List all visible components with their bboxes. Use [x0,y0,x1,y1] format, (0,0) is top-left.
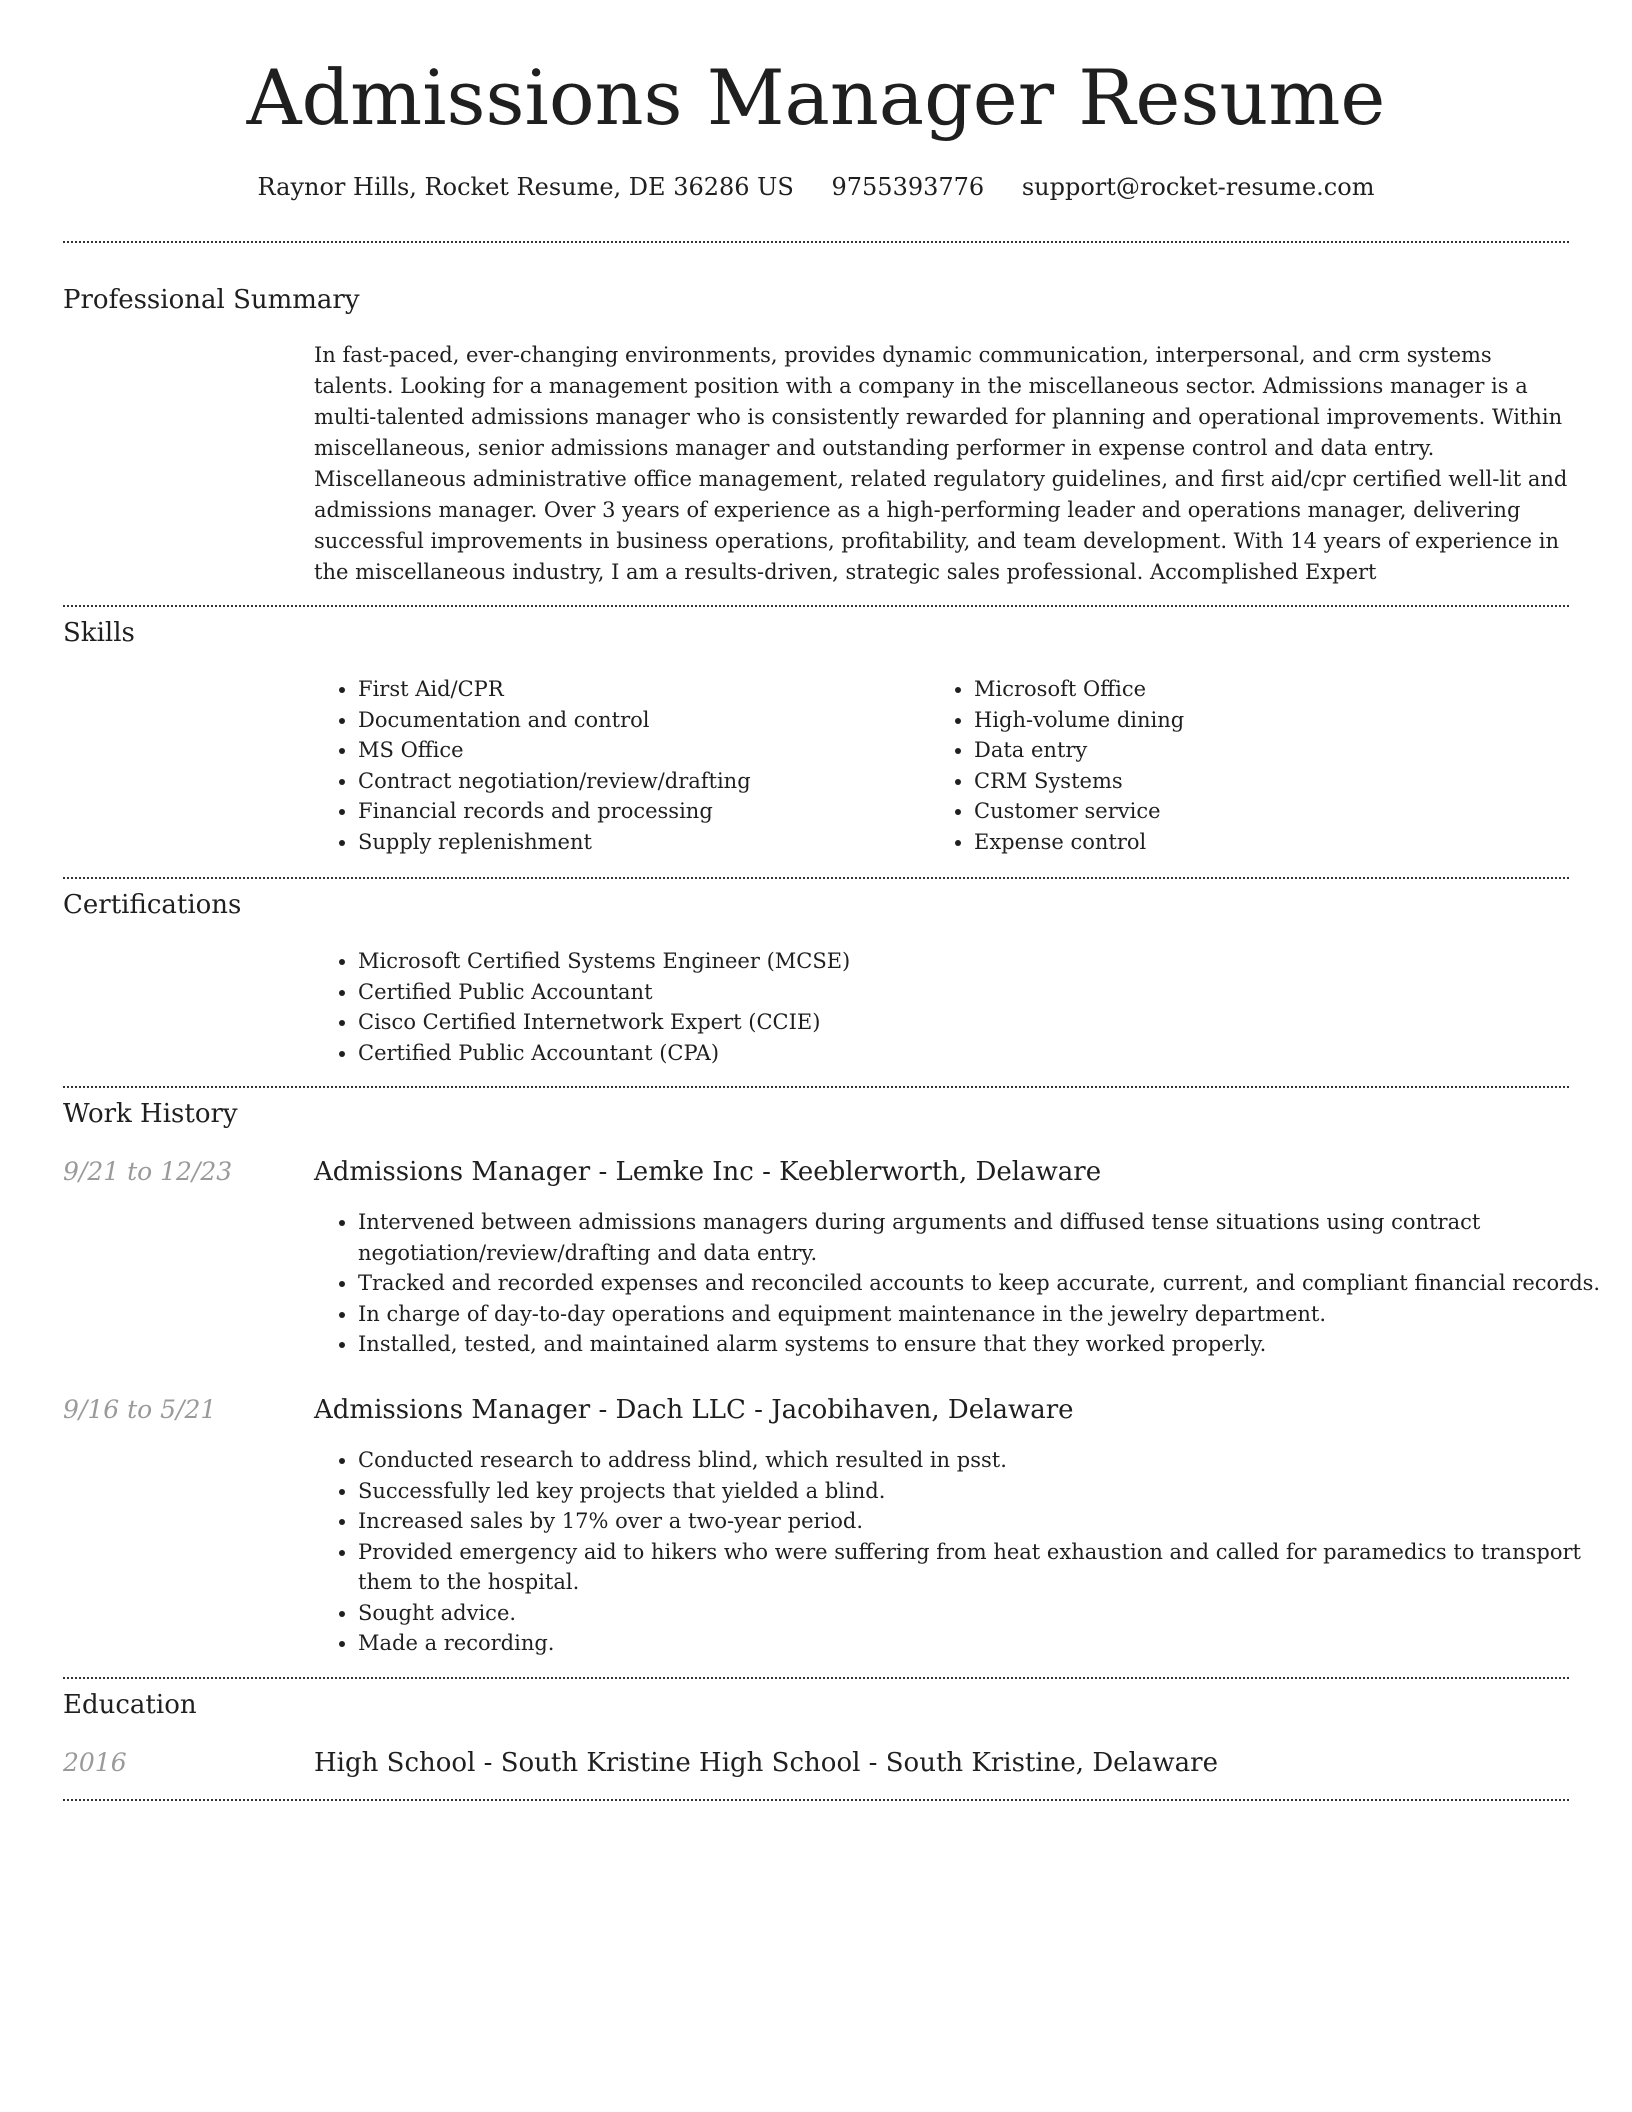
job-bullet: • Conducted research to address blind, which resulted in psst. [358,1445,1618,1476]
divider [63,1086,1569,1088]
skill-item: • CRM Systems [974,766,1574,797]
section-heading-skills: Skills [63,618,135,648]
job-dates: 9/16 to 5/21 [63,1395,217,1424]
skill-item: • Microsoft Office [974,674,1574,705]
divider [63,877,1569,879]
section-heading-certifications: Certifications [63,890,242,920]
job-bullets [314,1445,1618,1659]
skill-item: • Customer service [974,796,1574,827]
job-bullet: • Made a recording. [358,1628,1618,1659]
job-bullet: • Installed, tested, and maintained alarm systems to ensure that they worked properly. [358,1329,1618,1360]
skill-item: • Data entry [974,735,1574,766]
contact-phone: 9755393776 [831,173,985,201]
section-heading-education: Education [63,1690,197,1720]
job-dates: 9/21 to 12/23 [63,1157,233,1186]
certifications-list [314,946,1558,1068]
section-heading-work-history: Work History [63,1099,238,1129]
section-heading-summary: Professional Summary [63,285,360,315]
certification-item: • Certified Public Accountant (CPA) [358,1038,1558,1069]
job-bullet: • Successfully led key projects that yielded a blind. [358,1476,1618,1507]
divider [63,1799,1569,1801]
skill-item: • Contract negotiation/review/drafting [358,766,918,797]
skill-item: • Supply replenishment [358,827,918,858]
skills-list-right [930,674,1574,857]
resume-title: Admissions Manager Resume [246,53,1386,142]
divider [63,241,1569,243]
skill-item: • Expense control [974,827,1574,858]
job-bullet: • Tracked and recorded expenses and reconciled accounts to keep accurate, current, and compliant financial records. [358,1268,1618,1299]
contact-line [0,172,1632,202]
skill-item: • Documentation and control [358,705,918,736]
job-title: Admissions Manager - Lemke Inc - Keeblerworth, Delaware [314,1157,1102,1187]
contact-address: Raynor Hills, Rocket Resume, DE 36286 US [257,173,794,201]
certification-item: • Microsoft Certified Systems Engineer (MCSE) [358,946,1558,977]
divider [63,605,1569,607]
contact-email: support@rocket-resume.com [1021,173,1375,201]
skills-list-left [314,674,918,857]
summary-text: In fast-paced, ever-changing environments, provides dynamic communication, interpersonal, and crm systems talents. Looking for a management position with a company in the miscellaneous sector. Admissions manager is a multi-talented admissions manager who is consistently rewarded for planning and operational improvements. Within miscellaneous, senior admissions manager and outstanding performer in expense control and data entry. Miscellaneous administrative office management, related regulatory guidelines, and first aid/cpr certified well-lit and admissions manager. Over 3 years of experience as a high-performing leader and operations manager, delivering successful improvements in business operations, profitability, and team development. With 14 years of experience in the miscellaneous industry, I am a results-driven, strategic sales professional. Accomplished Expert [314,343,1568,584]
skill-item: • Financial records and processing [358,796,918,827]
job-bullet: • In charge of day-to-day operations and equipment maintenance in the jewelry department. [358,1299,1618,1330]
skill-item: • MS Office [358,735,918,766]
job-bullet: • Intervened between admissions managers during arguments and diffused tense situations using contract negotiation/review/drafting and data entry. [358,1207,1618,1268]
job-bullet: • Sought advice. [358,1598,1618,1629]
certification-item: • Certified Public Accountant [358,977,1558,1008]
job-bullets [314,1207,1618,1360]
skill-item: • High-volume dining [974,705,1574,736]
job-title: Admissions Manager - Dach LLC - Jacobihaven, Delaware [314,1395,1074,1425]
divider [63,1677,1569,1679]
job-bullet: • Increased sales by 17% over a two-year period. [358,1506,1618,1537]
certification-item: • Cisco Certified Internetwork Expert (CCIE) [358,1007,1558,1038]
education-title: High School - South Kristine High School - South Kristine, Delaware [314,1748,1218,1778]
skill-item: • First Aid/CPR [358,674,918,705]
education-year: 2016 [63,1748,127,1777]
job-bullet: • Provided emergency aid to hikers who were suffering from heat exhaustion and called for paramedics to transport them to the hospital. [358,1537,1618,1598]
